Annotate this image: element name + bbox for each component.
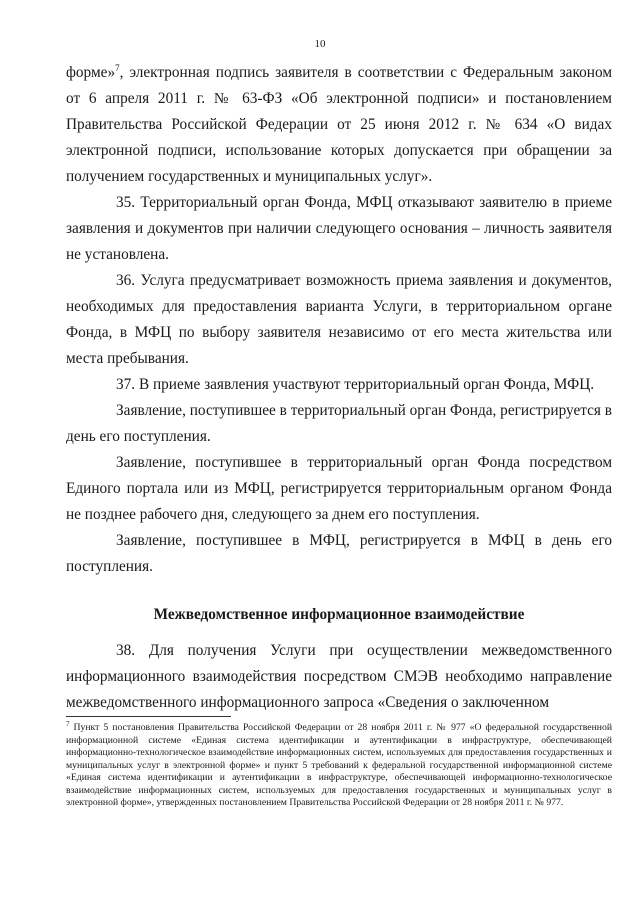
paragraph-registration-mfc: Заявление, поступившее в МФЦ, регистрируется в МФЦ в день его поступления.: [66, 532, 612, 575]
footnote-text: Пункт 5 постановления Правительства Российской Федерации от 28 ноября 2011 г. № 977 «О федеральной государственной информационной системе «Единая система идентификации и аутентификации в инфраструктуре, обеспечивающей информационно-технологическое взаимодействие информационных систем, используемых для предоставления государственных и муниципальных услуг в электронной форме» и пункт 5 требований к федеральной государственной информационной системе «Единая система идентификации и аутентификации в инфраструктуре, обеспечивающей информационно-технологическое взаимодействие информационных систем, используемых для предоставления государственных и муниципальных услуг в электронной форме», утвержденных постановлением Правительства Российской Федерации от 28 ноября 2011 г. № 977.: [66, 722, 612, 808]
paragraph-registration-territorial: Заявление, поступившее в территориальный орган Фонда, регистрируется в день его поступления.: [66, 402, 612, 445]
footnote-marker: 7: [66, 719, 70, 728]
document-body: [66, 60, 612, 716]
footnote-divider: [66, 716, 231, 717]
paragraph-36: 36. Услуга предусматривает возможность приема заявления и документов, необходимых для предоставления варианта Услуги, в территориальном органе Фонда, в МФЦ по выбору заявителя независимо от его места жительства или места пребывания.: [66, 272, 612, 367]
page-number: 10: [314, 38, 326, 50]
paragraph-37: 37. В приеме заявления участвуют территориальный орган Фонда, МФЦ.: [116, 376, 595, 393]
paragraph-registration-portal: Заявление, поступившее в территориальный орган Фонда посредством Единого портала или из МФЦ, регистрируется территориальным органом Фонда не позднее рабочего дня, следующего за днем его поступления.: [66, 454, 612, 523]
paragraph-continuation: [66, 60, 612, 190]
paragraph-text: форме»: [66, 64, 116, 81]
paragraph-35: 35. Территориальный орган Фонда, МФЦ отказывают заявителю в приеме заявления и документов при наличии следующего основания – личность заявителя не установлена.: [66, 194, 612, 263]
paragraph-38: 38. Для получения Услуги при осуществлении межведомственного информационного взаимодействия посредством СМЭВ необходимо направление межведомственного информационного запроса «Сведения о заключенном: [66, 642, 612, 711]
footnote: [66, 719, 612, 810]
footnote-reference: 7: [115, 62, 120, 73]
paragraph-text-continued: , электронная подпись заявителя в соответствии с Федеральным законом от 6 апреля 2011 г. № 63-ФЗ «Об электронной подписи» и постановлением Правительства Российской Федерации от 25 июня 2012 г. № 634 «О видах электронной подписи, использование которых допускается при обращении за получением государственных и муниципальных услуг».: [66, 64, 612, 185]
section-heading: Межведомственное информационное взаимодействие: [153, 606, 525, 623]
